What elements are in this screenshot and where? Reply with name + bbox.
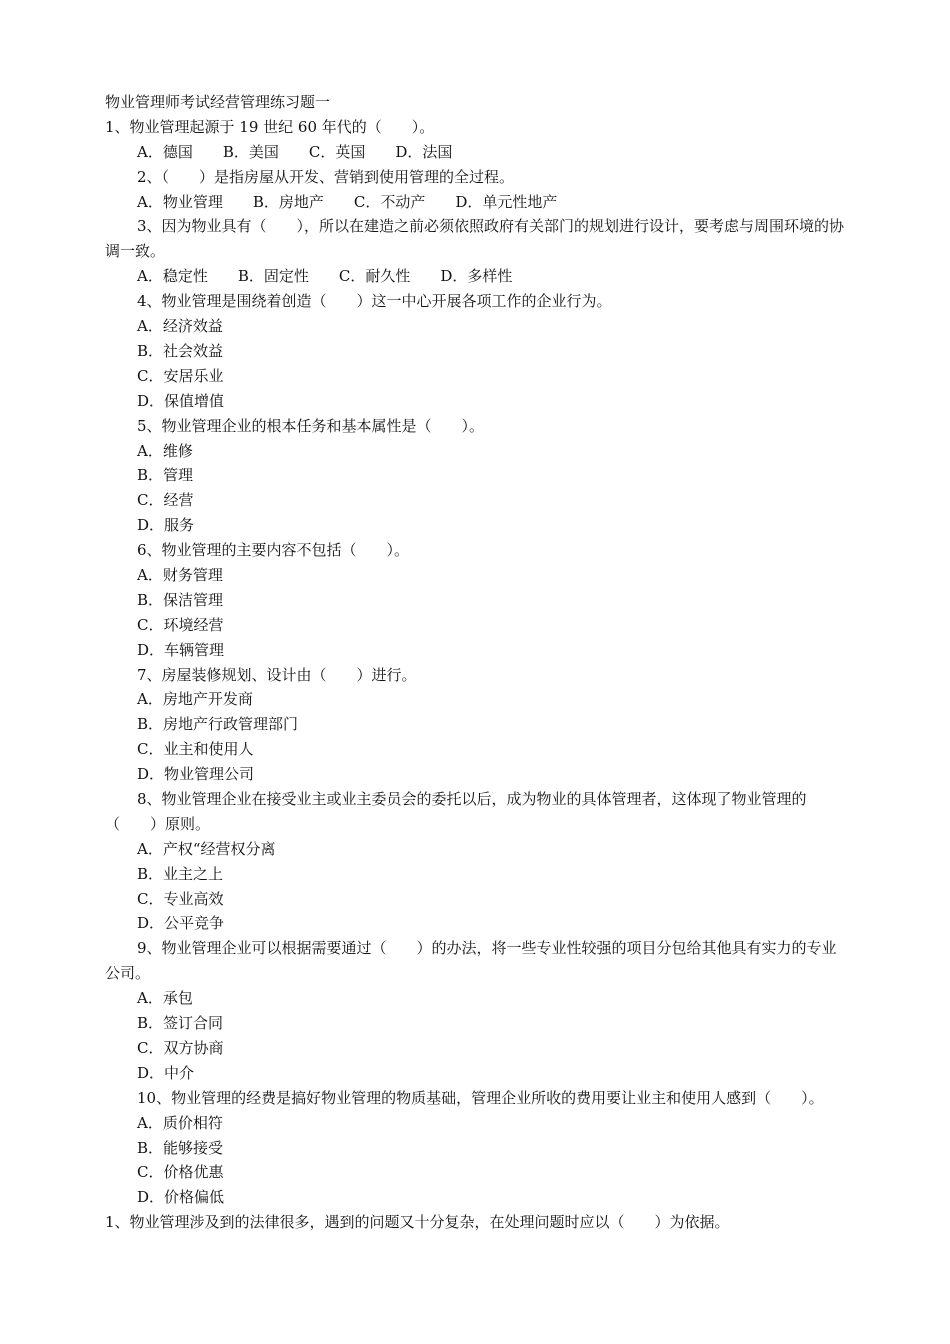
question-5-option: C．经营	[137, 491, 194, 510]
question-6-option: C．环境经营	[137, 615, 224, 634]
question-4-stem: 4、物业管理是围绕着创造（ ）这一中心开展各项工作的企业行为。	[137, 292, 612, 311]
document-page	[105, 90, 847, 1235]
question-1-stem: 1、物业管理起源于 19 世纪 60 年代的（ ）。	[105, 117, 435, 136]
question-6-stem: 6、物业管理的主要内容不包括（ ）。	[137, 541, 410, 560]
question-9-stem: 9、物业管理企业可以根据需要通过（ ）的办法，将一些专业性较强的项目分包给其他具有实力的专业公司。	[105, 939, 837, 983]
question-5-option: B．管理	[137, 466, 194, 485]
question-5-stem: 5、物业管理企业的根本任务和基本属性是（ ）。	[137, 416, 485, 435]
question-9-option: B．签订合同	[137, 1014, 224, 1033]
question-7-option: C．业主和使用人	[137, 740, 254, 759]
question-11-stem: 1、物业管理涉及到的法律很多，遇到的问题又十分复杂，在处理问题时应以（ ）为依据。	[105, 1213, 730, 1232]
question-7-option: A．房地产开发商	[137, 690, 253, 709]
document-title: 物业管理师考试经营管理练习题一	[105, 93, 331, 111]
question-2-stem: 2、（ ）是指房屋从开发、营销到使用管理的全过程。	[137, 167, 515, 186]
question-7-option: B．房地产行政管理部门	[137, 715, 299, 734]
question-4-option: D．保值增值	[137, 391, 225, 410]
question-4-option: B．社会效益	[137, 341, 224, 360]
question-4-option: A．经济效益	[137, 317, 223, 336]
question-8-stem: 8、物业管理企业在接受业主或业主委员会的委托以后，成为物业的具体管理者，这体现了物业管理的（ ）原则。	[105, 789, 807, 833]
question-4-option: C．安居乐业	[137, 366, 224, 385]
question-8-option: C．专业高效	[137, 889, 224, 908]
question-1-options: A．德国 B．美国 C．英国 D．法国	[137, 142, 453, 161]
question-9-option: D．中介	[137, 1063, 195, 1082]
question-9-option: A．承包	[137, 989, 193, 1008]
question-5-option: D．服务	[137, 516, 195, 535]
question-6-option: A．财务管理	[137, 565, 223, 584]
question-5-option: A．维修	[137, 441, 193, 460]
question-10-option: C．价格优惠	[137, 1163, 224, 1182]
question-7-stem: 7、房屋装修规划、设计由（ ）进行。	[137, 665, 417, 684]
question-6-option: B．保洁管理	[137, 590, 224, 609]
question-10-option: B．能够接受	[137, 1138, 224, 1157]
question-6-option: D．车辆管理	[137, 640, 225, 659]
question-2-options: A．物业管理 B．房地产 C．不动产 D．单元性地产	[137, 192, 558, 211]
question-10-stem: 10、物业管理的经费是搞好物业管理的物质基础，管理企业所收的费用要让业主和使用人感到（ ）。	[137, 1088, 824, 1107]
question-3-options: A．稳定性 B．固定性 C．耐久性 D．多样性	[137, 267, 513, 286]
question-10-option: A．质价相符	[137, 1113, 223, 1132]
question-8-option: B．业主之上	[137, 864, 224, 883]
question-7-option: D．物业管理公司	[137, 765, 255, 784]
question-3-stem: 3、因为物业具有（ ），所以在建造之前必须依照政府有关部门的规划进行设计，要考虑与周围环境的协调一致。	[105, 217, 845, 261]
question-10-option: D．价格偏低	[137, 1188, 225, 1207]
question-8-option: D．公平竞争	[137, 914, 225, 933]
question-8-option: A．产权“经营权分离	[137, 839, 276, 858]
question-9-option: C．双方协商	[137, 1038, 224, 1057]
